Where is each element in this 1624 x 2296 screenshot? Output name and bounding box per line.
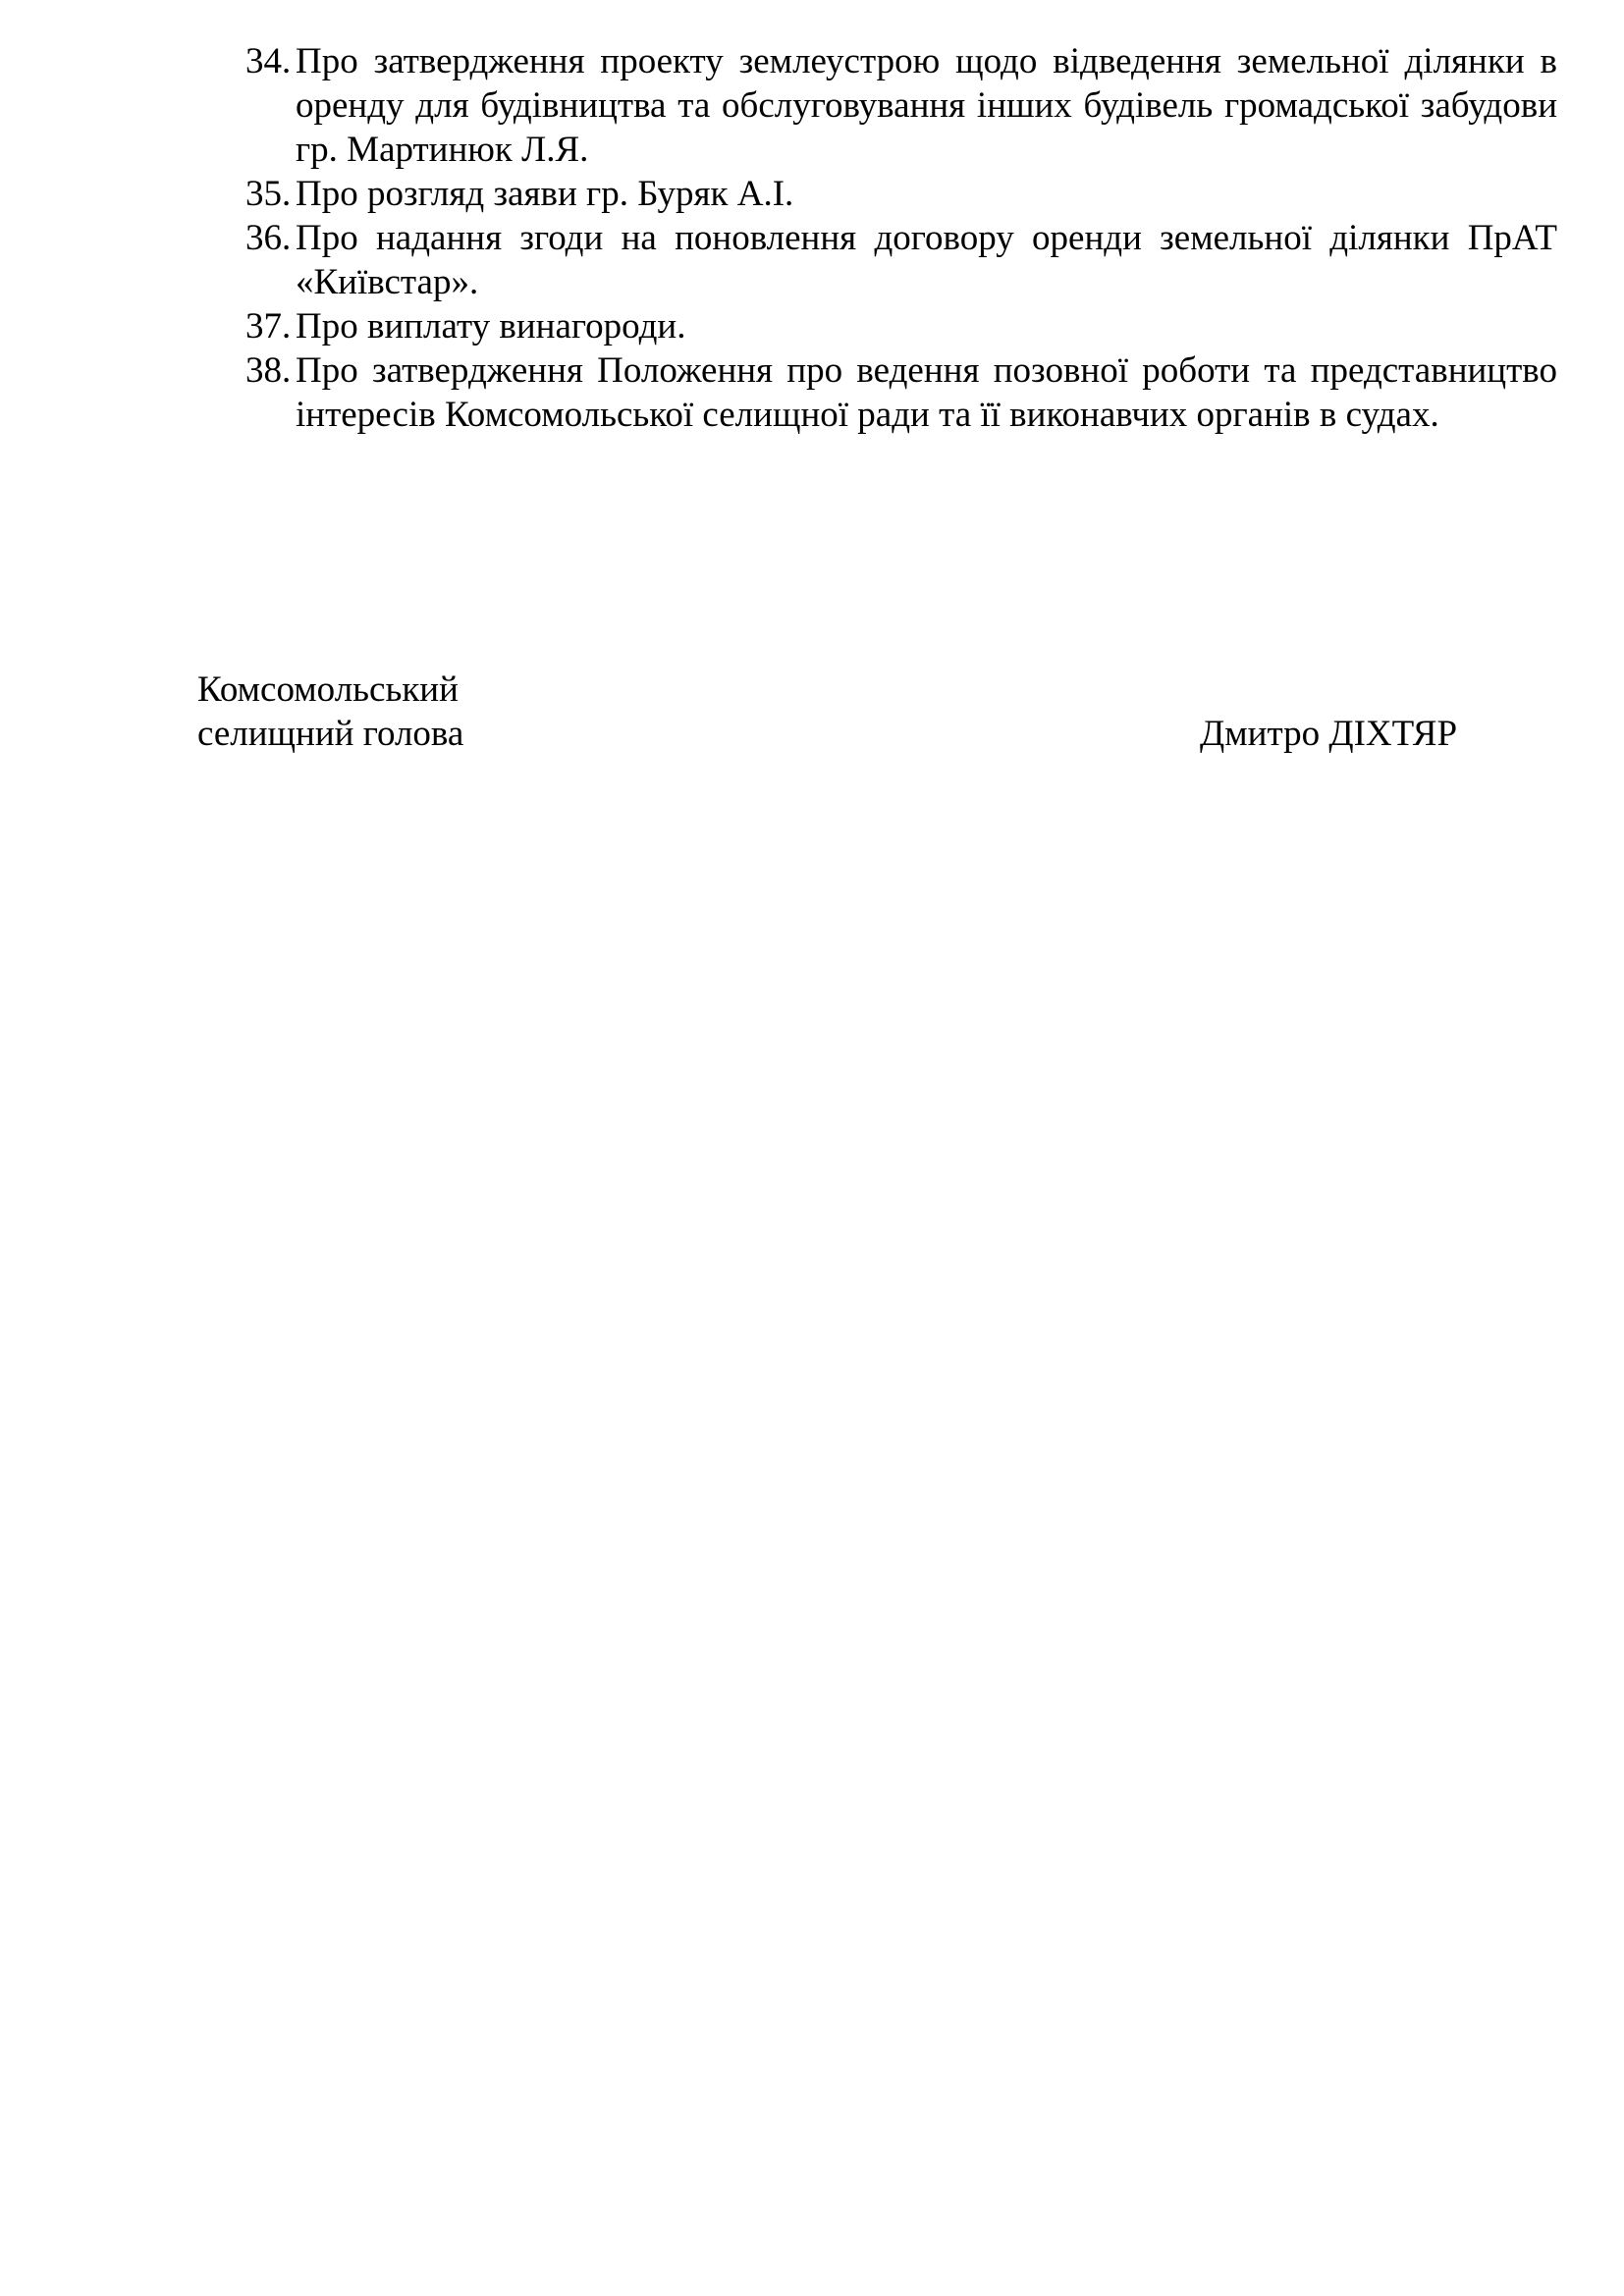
agenda-item-number: 35.: [245, 174, 292, 214]
agenda-item-text: Про затвердження проекту землеустрою щодо відведення земельної ділянки в оренду для будівництва та обслуговування інших будівель громадської забудови гр. Мартинюк Л.Я.: [296, 41, 1557, 170]
agenda-item-number: 37.: [245, 306, 292, 347]
signatory-title-line1: Комсомольський: [197, 669, 459, 710]
agenda-item-37: [245, 304, 1557, 348]
agenda-item-35: [245, 172, 1557, 216]
agenda-item-number: 34.: [245, 41, 292, 81]
agenda-item-text: Про розгляд заяви гр. Буряк А.І.: [296, 174, 794, 214]
agenda-item-text: Про надання згоди на поновлення договору оренди земельної ділянки ПрАТ «Київстар».: [296, 218, 1557, 302]
signatory-name: Дмитро ДІХТЯР: [1200, 714, 1458, 754]
signatory-title-line2: селищний голова: [197, 714, 464, 754]
agenda-item-38: [245, 348, 1557, 437]
agenda-item-34: [245, 39, 1557, 172]
agenda-list: [245, 39, 1557, 437]
agenda-item-number: 38.: [245, 350, 292, 391]
agenda-item-36: [245, 216, 1557, 304]
signature-block: [197, 667, 1474, 756]
agenda-item-number: 36.: [245, 218, 292, 258]
agenda-item-text: Про затвердження Положення про ведення позовної роботи та представництво інтересів Комсомольської селищної ради та її виконавчих органів в судах.: [296, 350, 1557, 435]
agenda-item-text: Про виплату винагороди.: [296, 306, 686, 347]
